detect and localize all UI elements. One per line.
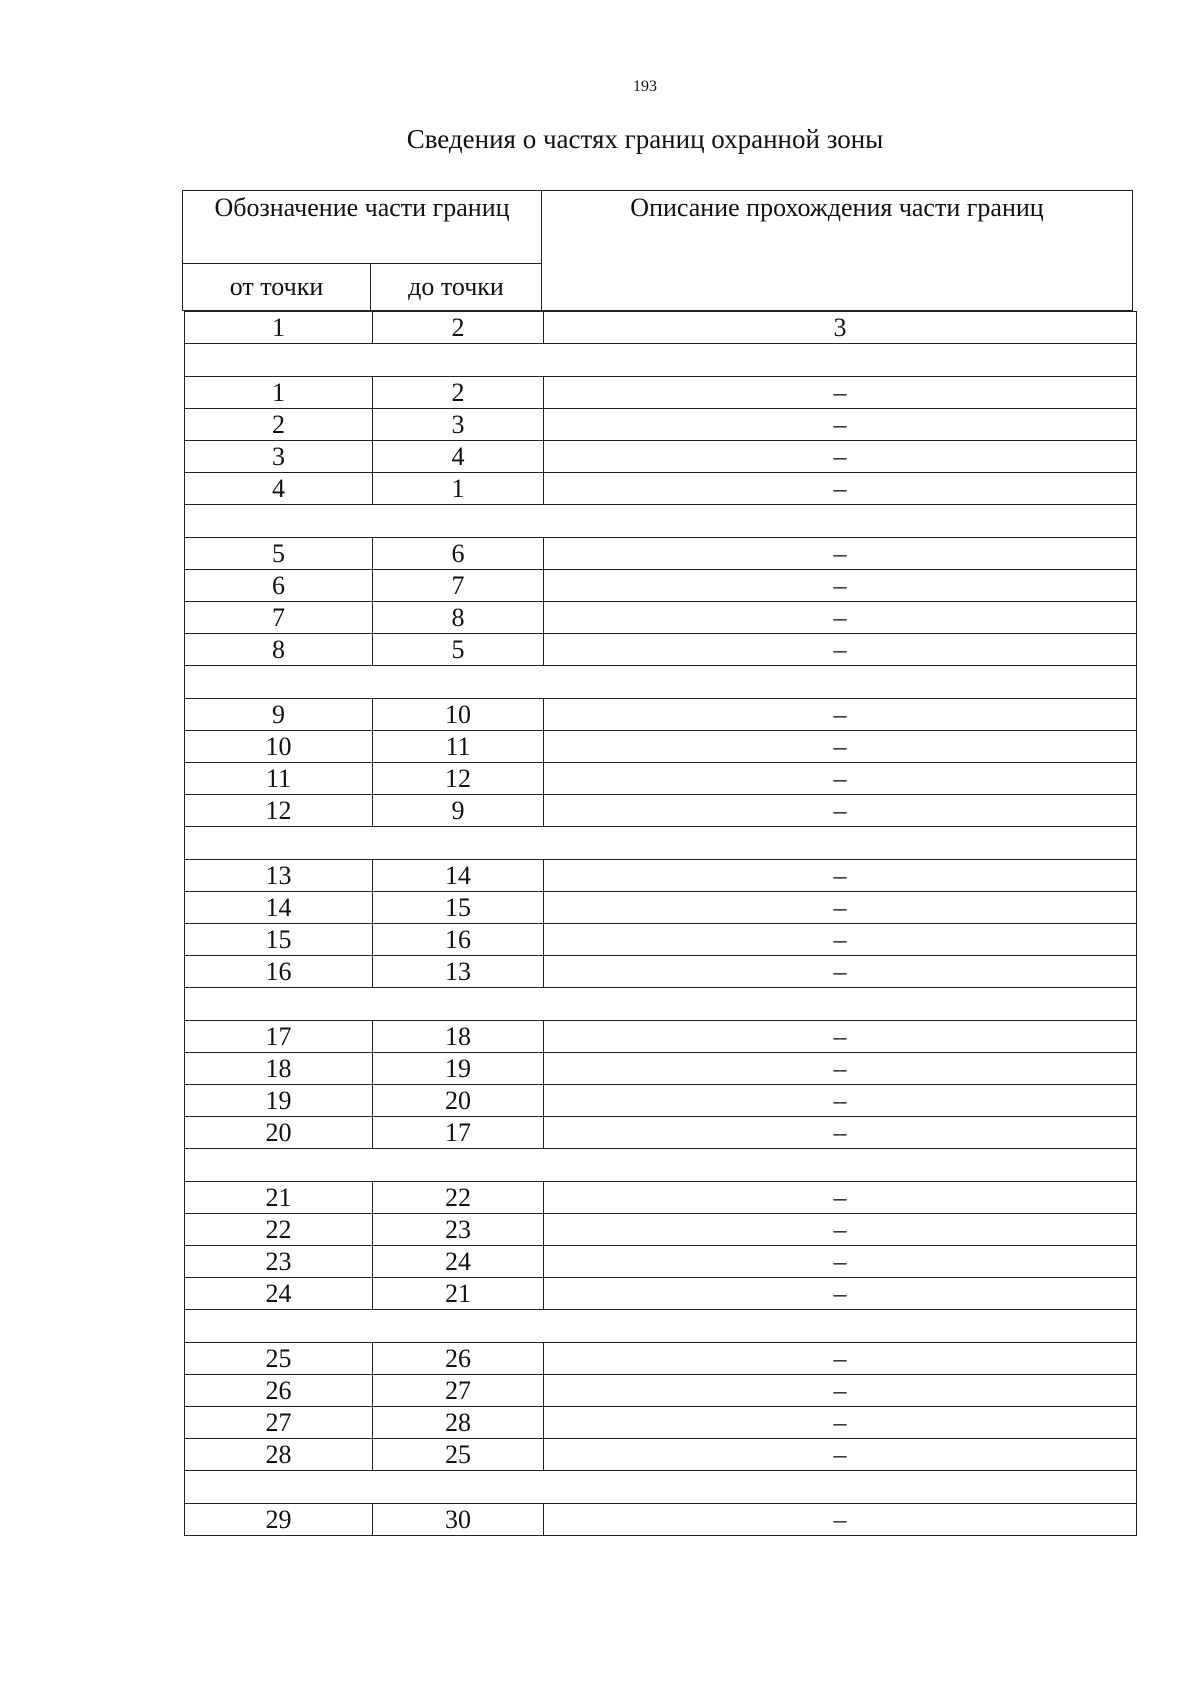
description-cell: – bbox=[544, 1504, 1137, 1536]
to-point-cell: 21 bbox=[373, 1278, 544, 1310]
description-cell: – bbox=[544, 956, 1137, 988]
group-separator-row bbox=[185, 1310, 1137, 1343]
description-cell: – bbox=[544, 1375, 1137, 1407]
description-cell: – bbox=[544, 795, 1137, 827]
table-row bbox=[185, 634, 1137, 666]
to-point-cell: 4 bbox=[373, 441, 544, 473]
table-header bbox=[182, 190, 1133, 311]
description-cell: – bbox=[544, 1407, 1137, 1439]
to-point-cell: 17 bbox=[373, 1117, 544, 1149]
group-separator-cell bbox=[185, 505, 1137, 538]
table-row bbox=[185, 860, 1137, 892]
group-separator-row bbox=[185, 988, 1137, 1021]
description-cell: – bbox=[544, 570, 1137, 602]
to-point-cell: 3 bbox=[373, 409, 544, 441]
table-row bbox=[185, 1504, 1137, 1536]
table-row bbox=[185, 699, 1137, 731]
group-separator-row bbox=[185, 1149, 1137, 1182]
from-point-cell: 6 bbox=[185, 570, 373, 602]
from-point-cell: 16 bbox=[185, 956, 373, 988]
column-number: 3 bbox=[544, 312, 1137, 344]
group-separator-row bbox=[185, 827, 1137, 860]
header-description: Описание прохождения части границ bbox=[542, 191, 1133, 311]
from-point-cell: 22 bbox=[185, 1214, 373, 1246]
group-separator-row bbox=[185, 666, 1137, 699]
table-row bbox=[185, 1439, 1137, 1471]
description-cell: – bbox=[544, 924, 1137, 956]
table-row bbox=[185, 1246, 1137, 1278]
to-point-cell: 30 bbox=[373, 1504, 544, 1536]
to-point-cell: 15 bbox=[373, 892, 544, 924]
from-point-cell: 28 bbox=[185, 1439, 373, 1471]
from-point-cell: 11 bbox=[185, 763, 373, 795]
table-row bbox=[185, 473, 1137, 505]
table-row bbox=[185, 1407, 1137, 1439]
group-separator-cell bbox=[185, 344, 1137, 377]
to-point-cell: 20 bbox=[373, 1085, 544, 1117]
column-number-row bbox=[185, 312, 1137, 344]
to-point-cell: 11 bbox=[373, 731, 544, 763]
from-point-cell: 19 bbox=[185, 1085, 373, 1117]
to-point-cell: 27 bbox=[373, 1375, 544, 1407]
table-row bbox=[185, 409, 1137, 441]
description-cell: – bbox=[544, 763, 1137, 795]
description-cell: – bbox=[544, 377, 1137, 409]
group-separator-cell bbox=[185, 988, 1137, 1021]
table-row bbox=[185, 570, 1137, 602]
from-point-cell: 27 bbox=[185, 1407, 373, 1439]
table-row bbox=[185, 763, 1137, 795]
to-point-cell: 2 bbox=[373, 377, 544, 409]
description-cell: – bbox=[544, 1343, 1137, 1375]
header-designation: Обозначение части границ bbox=[183, 191, 542, 264]
table-row bbox=[185, 538, 1137, 570]
to-point-cell: 8 bbox=[373, 602, 544, 634]
from-point-cell: 14 bbox=[185, 892, 373, 924]
from-point-cell: 20 bbox=[185, 1117, 373, 1149]
description-cell: – bbox=[544, 473, 1137, 505]
description-cell: – bbox=[544, 634, 1137, 666]
from-point-cell: 13 bbox=[185, 860, 373, 892]
description-cell: – bbox=[544, 441, 1137, 473]
from-point-cell: 23 bbox=[185, 1246, 373, 1278]
table-row bbox=[185, 795, 1137, 827]
table-row bbox=[185, 1214, 1137, 1246]
description-cell: – bbox=[544, 860, 1137, 892]
table-row bbox=[185, 441, 1137, 473]
group-separator-cell bbox=[185, 666, 1137, 699]
from-point-cell: 9 bbox=[185, 699, 373, 731]
to-point-cell: 6 bbox=[373, 538, 544, 570]
from-point-cell: 24 bbox=[185, 1278, 373, 1310]
boundary-table-body bbox=[185, 312, 1137, 1536]
table-row bbox=[185, 1053, 1137, 1085]
from-point-cell: 29 bbox=[185, 1504, 373, 1536]
table-row bbox=[185, 1278, 1137, 1310]
description-cell: – bbox=[544, 409, 1137, 441]
table-row bbox=[185, 1021, 1137, 1053]
from-point-cell: 3 bbox=[185, 441, 373, 473]
from-point-cell: 21 bbox=[185, 1182, 373, 1214]
table-row bbox=[185, 602, 1137, 634]
group-separator-row bbox=[185, 505, 1137, 538]
from-point-cell: 4 bbox=[185, 473, 373, 505]
table-row bbox=[185, 1343, 1137, 1375]
description-cell: – bbox=[544, 699, 1137, 731]
column-number: 1 bbox=[185, 312, 373, 344]
to-point-cell: 16 bbox=[373, 924, 544, 956]
from-point-cell: 12 bbox=[185, 795, 373, 827]
from-point-cell: 26 bbox=[185, 1375, 373, 1407]
from-point-cell: 1 bbox=[185, 377, 373, 409]
description-cell: – bbox=[544, 1278, 1137, 1310]
description-cell: – bbox=[544, 1182, 1137, 1214]
from-point-cell: 5 bbox=[185, 538, 373, 570]
page-number: 193 bbox=[633, 78, 657, 95]
description-cell: – bbox=[544, 1053, 1137, 1085]
from-point-cell: 25 bbox=[185, 1343, 373, 1375]
description-cell: – bbox=[544, 892, 1137, 924]
description-cell: – bbox=[544, 731, 1137, 763]
table-row bbox=[185, 1085, 1137, 1117]
from-point-cell: 10 bbox=[185, 731, 373, 763]
from-point-cell: 18 bbox=[185, 1053, 373, 1085]
to-point-cell: 7 bbox=[373, 570, 544, 602]
table-row bbox=[185, 892, 1137, 924]
to-point-cell: 26 bbox=[373, 1343, 544, 1375]
table-row bbox=[185, 731, 1137, 763]
group-separator-row bbox=[185, 1471, 1137, 1504]
header-to-point: до точки bbox=[371, 264, 542, 311]
from-point-cell: 15 bbox=[185, 924, 373, 956]
description-cell: – bbox=[544, 538, 1137, 570]
group-separator-cell bbox=[185, 1310, 1137, 1343]
to-point-cell: 14 bbox=[373, 860, 544, 892]
to-point-cell: 10 bbox=[373, 699, 544, 731]
to-point-cell: 19 bbox=[373, 1053, 544, 1085]
to-point-cell: 12 bbox=[373, 763, 544, 795]
column-number: 2 bbox=[373, 312, 544, 344]
description-cell: – bbox=[544, 1021, 1137, 1053]
group-separator-row bbox=[185, 344, 1137, 377]
description-cell: – bbox=[544, 1085, 1137, 1117]
table-row bbox=[185, 1117, 1137, 1149]
to-point-cell: 9 bbox=[373, 795, 544, 827]
table-row bbox=[185, 1182, 1137, 1214]
boundary-table bbox=[184, 311, 1137, 1536]
group-separator-cell bbox=[185, 1471, 1137, 1504]
table-row bbox=[185, 1375, 1137, 1407]
table-row bbox=[185, 924, 1137, 956]
to-point-cell: 22 bbox=[373, 1182, 544, 1214]
to-point-cell: 13 bbox=[373, 956, 544, 988]
description-cell: – bbox=[544, 602, 1137, 634]
table-row bbox=[185, 377, 1137, 409]
description-cell: – bbox=[544, 1439, 1137, 1471]
description-cell: – bbox=[544, 1246, 1137, 1278]
header-from-point: от точки bbox=[183, 264, 371, 311]
description-cell: – bbox=[544, 1214, 1137, 1246]
group-separator-cell bbox=[185, 827, 1137, 860]
to-point-cell: 28 bbox=[373, 1407, 544, 1439]
to-point-cell: 18 bbox=[373, 1021, 544, 1053]
to-point-cell: 5 bbox=[373, 634, 544, 666]
to-point-cell: 23 bbox=[373, 1214, 544, 1246]
to-point-cell: 25 bbox=[373, 1439, 544, 1471]
from-point-cell: 2 bbox=[185, 409, 373, 441]
to-point-cell: 24 bbox=[373, 1246, 544, 1278]
from-point-cell: 8 bbox=[185, 634, 373, 666]
from-point-cell: 17 bbox=[185, 1021, 373, 1053]
description-cell: – bbox=[544, 1117, 1137, 1149]
from-point-cell: 7 bbox=[185, 602, 373, 634]
document-title: Сведения о частях границ охранной зоны bbox=[406, 124, 884, 154]
group-separator-cell bbox=[185, 1149, 1137, 1182]
to-point-cell: 1 bbox=[373, 473, 544, 505]
table-row bbox=[185, 956, 1137, 988]
